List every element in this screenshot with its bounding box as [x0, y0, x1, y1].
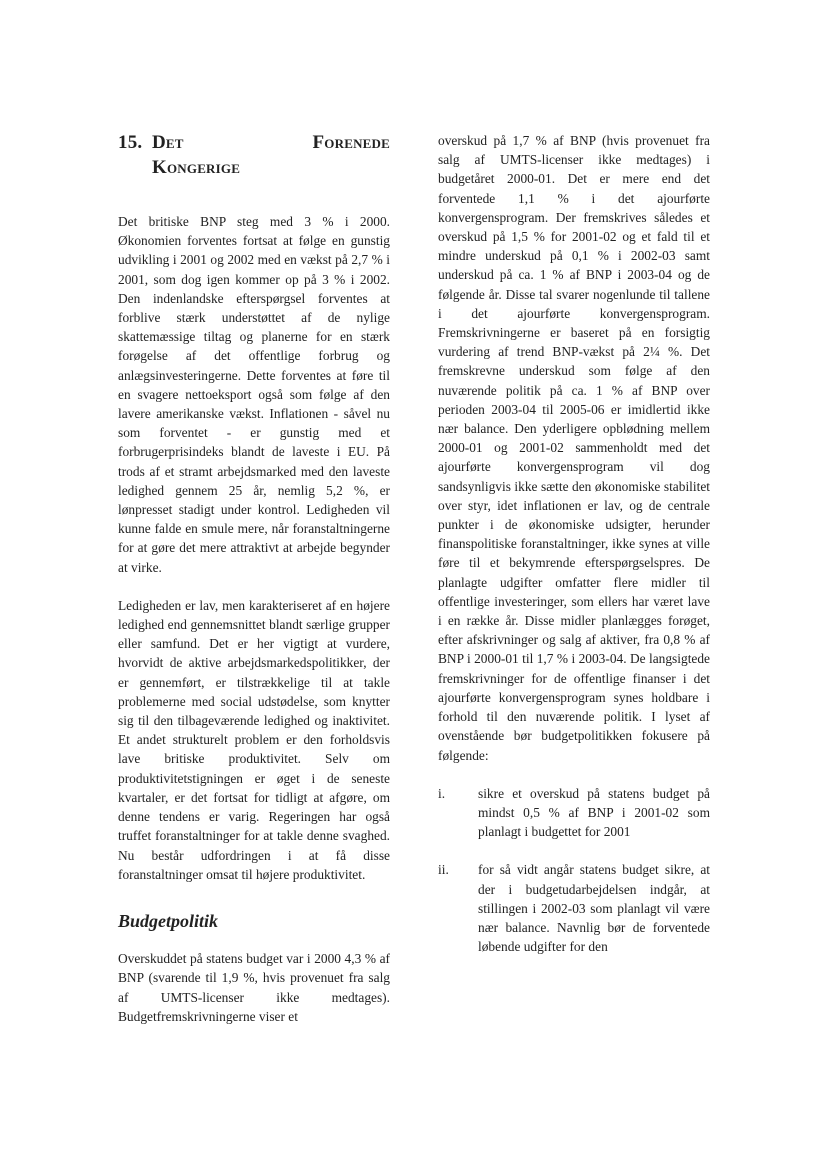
paragraph-economy: Det britiske BNP steg med 3 % i 2000. Økonomien forventes fortsat at følge en gunstig udvikling i 2001 og 2002 med en vækst på 2,7 % i 2001, som dog igen kommer op på 3 % i 2002. Den indenlandske efterspørgsel forventes at forblive stærk understøttet af de nylige skattemæssige tiltag og planerne for en stærk forøgelse af det offentlige forbrug og anlægsinvesteringerne. Dette forventes at føre til en svagere nettoeksport også som følge af den lavere amerikanske vækst. Inflationen - såvel nu som forventet - er gunstig med et forbrugerprisindeks blandt de laveste i EU. På trods af et stramt arbejdsmarked med den laveste ledighed gennem 25 år, nemlig 5,2 %, er lønpresset stadigt under kontrol. Ledigheden vil kunne falde en smule mere, når foranstaltningerne for at gøre det mere attraktivt at arbejde begynder at virke.	[118, 214, 390, 575]
list-item-text: sikre et overskud på statens budget på mindst 0,5 % af BNP i 2001-02 som planlagt i budgettet for 2001	[478, 785, 710, 840]
paragraph-unemployment: Ledigheden er lav, men karakteriseret af en højere ledighed end gennemsnittet blandt særlige grupper eller samfund. Det er her vigtigt at vurdere, hvorvidt de aktive arbejdsmarkedspolitikker, der er gennemført, er tilstrækkelige til at takle problemerne med social udstødelse, som knytter sig til den tilbageværende ledighed og inaktivitet. Et andet strukturelt problem er den forholdsvis lave britiske produktivitet. Selv om produktivitetstigningen er øget i de seneste kvartaler, er det fortsat for tidligt at afgøre, om denne tendens er varig. Regeringen har også truffet foranstaltninger for at takle denne svaghed. Nu består udfordringen i at få disse foranstaltninger omsat til højere produktivitet.	[118, 597, 390, 882]
paragraph-budget-surplus: Overskuddet på statens budget var i 2000 4,3 % af BNP (svarende til 1,9 %, hvis provenuet fra salg af UMTS-licenser ikke medtages). Budgetfremskrivningerne viser et	[118, 951, 390, 1024]
chapter-title-word-1: Det	[152, 132, 184, 153]
section-title-budgetpolitik: Budgetpolitik	[118, 910, 219, 931]
list-item	[438, 860, 710, 956]
right-column	[438, 131, 710, 975]
list-marker: ii.	[438, 862, 449, 878]
chapter-heading	[118, 130, 390, 180]
paragraph-budget-projections: overskud på 1,7 % af BNP (hvis provenuet fra salg af UMTS-licenser ikke medtages) i budgetåret 2000-01. Det er mere end det forventede 1,1 % i det ajourførte konvergensprogram. Der fremskrives således et overskud på 1,5 % for 2001-02 og et fald til et mindre underskud på 0,1 % i 2002-03 samt underskud på ca. 1 % af BNP i 2003-04 og de følgende år. Disse tal svarer nogenlunde til tallene i det ajourførte konvergensprogram. Fremskrivningerne er baseret på en forsigtig vurdering af trend BNP-vækst på 2¼ %. Det fremskrevne underskud som følge af den nuværende politik på ca. 1 % af BNP over perioden 2003-04 til 2005-06 er imidlertid ikke nær balance. Den yderligere opblødning mellem 2000-01 og 2001-02 sammenholdt med det ajourførte konvergensprogram vil dog sandsynligvis ikke sætte den økonomiske stabilitet over styr, idet inflationen er lav, og de centrale punkter i de økonomiske udsigter, herunder finanspolitiske foranstaltninger, ikke synes at ville føre til et bekymrende efterspørgselspres. De planlagte udgifter omfatter flere midler til offentlige investeringer, som ellers har været lave i en række år. Disse midler planlægges forøget, efter afskrivninger og salg af aktiver, fra 0,8 % af BNP i 2000-01 til 1,7 % i 2003-04. De langsigtede fremskrivninger for de offentlige finanser i det ajourførte konvergensprogram synes holdbare i forhold til den nuværende politik. I lyset af ovenstående bør budgetpolitikken fokusere på følgende:	[438, 133, 710, 763]
chapter-number: 15.	[118, 132, 143, 153]
left-column	[118, 130, 390, 1045]
list-item-text: for så vidt angår statens budget sikre, at der i budgetudarbejdelsen indgår, at stillingen i 2002-03 som planlagt vil være nær balance. Navnlig bør de forventede løbende udgifter for den	[478, 862, 710, 955]
chapter-title-word-2: Forenede	[312, 132, 390, 153]
list-item	[438, 784, 710, 842]
chapter-title-word-3: Kongerige	[152, 157, 241, 178]
list-marker: i.	[438, 785, 446, 801]
